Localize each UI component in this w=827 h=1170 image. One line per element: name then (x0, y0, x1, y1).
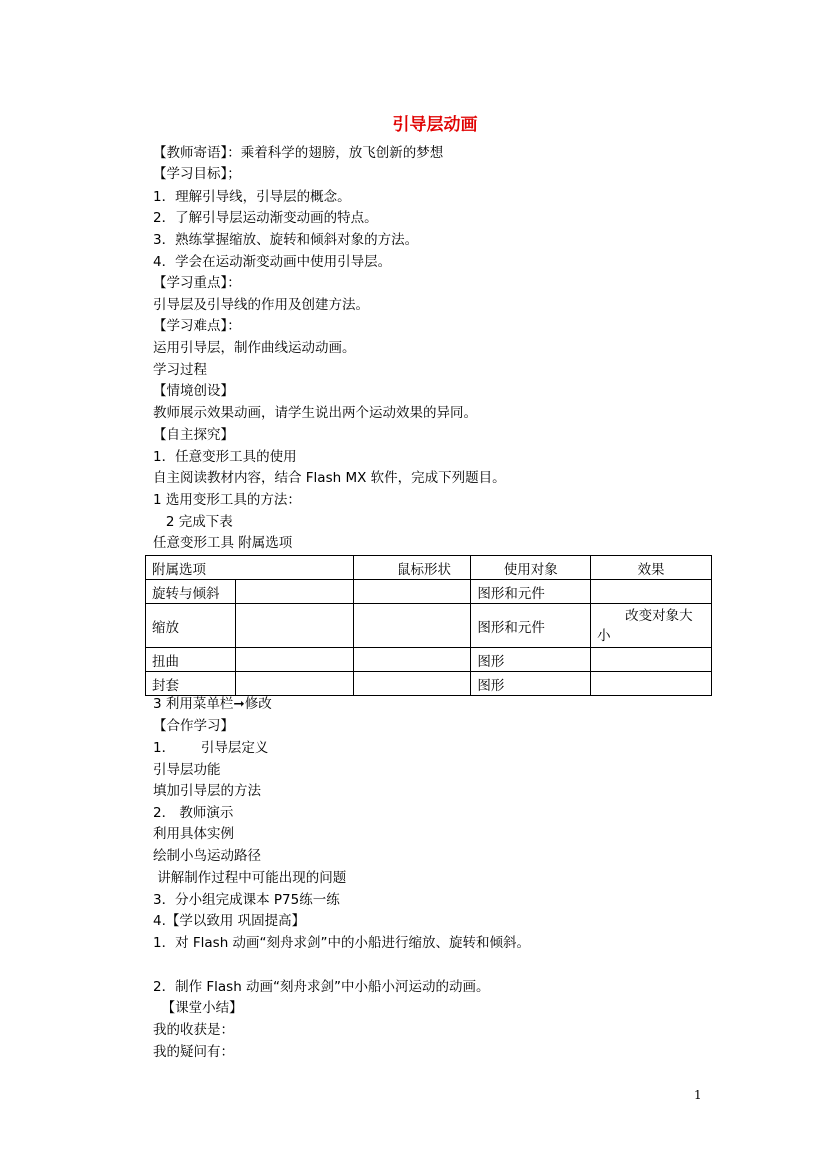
text-line: 我的疑问有： (153, 1044, 234, 1060)
text-line: 1．对 Flash 动画“刻舟求剑”中的小船进行缩放、旋转和倾斜。 (153, 935, 531, 951)
table-header-cell: 使用对象 (471, 556, 591, 580)
text-line: 3 利用菜单栏➞修改 (153, 696, 272, 712)
page-title: 引导层动画 (392, 115, 478, 135)
text-line: 自主阅读教材内容，结合 Flash MX 软件，完成下列题目。 (153, 470, 506, 486)
table-cell: 扭曲 (146, 648, 236, 672)
table-cell (235, 648, 353, 672)
table-cell (235, 672, 353, 696)
text-line: 引导层功能 (153, 762, 221, 778)
properties-table (145, 555, 712, 696)
text-line: 我的收获是： (153, 1022, 234, 1038)
text-line: 学习过程 (153, 362, 207, 378)
text-line: 任意变形工具 附属选项 (153, 535, 293, 551)
text-line: 【情境创设】 (153, 383, 234, 399)
table-cell: 封套 (146, 672, 236, 696)
table-row (146, 580, 712, 604)
table-cell: 图形和元件 (471, 604, 591, 648)
text-line: 1． 引导层定义 (153, 740, 269, 756)
text-line: 4．学会在运动渐变动画中使用引导层。 (153, 254, 392, 270)
table-header-cell: 附属选项 (146, 556, 354, 580)
text-line: 填加引导层的方法 (153, 783, 261, 799)
text-line: 利用具体实例 (153, 826, 234, 842)
text-line: 2． 教师演示 (153, 805, 234, 821)
table-header-row (146, 556, 712, 580)
table-header-cell: 鼠标形状 (353, 556, 471, 580)
table-row (146, 648, 712, 672)
table-cell: 图形 (471, 648, 591, 672)
text-line: 【合作学习】 (153, 718, 234, 734)
text-line: 2．制作 Flash 动画“刻舟求剑”中小船小河运动的动画。 (153, 979, 490, 995)
table-cell (591, 672, 712, 696)
text-line: 1．任意变形工具的使用 (153, 449, 297, 465)
table-cell (591, 580, 712, 604)
text-line: 1．理解引导线，引导层的概念。 (153, 189, 351, 205)
text-line: 【学习重点】： (153, 275, 241, 291)
table-cell: 缩放 (146, 604, 236, 648)
text-line: 3．分小组完成课本 P75练一练 (153, 892, 340, 908)
table-cell (353, 580, 471, 604)
table-cell (353, 672, 471, 696)
table-cell (591, 648, 712, 672)
table-row (146, 604, 712, 648)
text-line: 绘制小鸟运动路径 (153, 848, 261, 864)
table-cell (353, 648, 471, 672)
text-line: 3．熟练掌握缩放、旋转和倾斜对象的方法。 (153, 232, 419, 248)
text-line: 【教师寄语】：乘着科学的翅膀，放飞创新的梦想 (153, 145, 444, 161)
table-cell (235, 604, 353, 648)
text-line: 教师展示效果动画，请学生说出两个运动效果的异同。 (153, 405, 477, 421)
page-number: 1 (694, 1088, 702, 1102)
text-line: 2．了解引导层运动渐变动画的特点。 (153, 210, 378, 226)
table-cell: 改变对象大小 (591, 604, 712, 648)
text-line: 1 选用变形工具的方法： (153, 492, 301, 508)
table-header-cell: 效果 (591, 556, 712, 580)
table-cell: 图形 (471, 672, 591, 696)
table-cell (353, 604, 471, 648)
table-cell: 旋转与倾斜 (146, 580, 236, 604)
table-cell: 图形和元件 (471, 580, 591, 604)
text-line: 2 完成下表 (153, 514, 233, 530)
text-line: 运用引导层，制作曲线运动动画。 (153, 340, 356, 356)
text-line: 讲解制作过程中可能出现的问题 (153, 870, 347, 886)
table-cell (235, 580, 353, 604)
text-line: 引导层及引导线的作用及创建方法。 (153, 297, 369, 313)
text-line: 【自主探究】 (153, 427, 234, 443)
text-line: 【课堂小结】 (153, 1000, 243, 1016)
text-line: 4.【学以致用 巩固提高】 (153, 913, 306, 929)
table-row (146, 672, 712, 696)
text-line: 【学习难点】： (153, 318, 241, 334)
text-line: 【学习目标】； (153, 166, 241, 182)
